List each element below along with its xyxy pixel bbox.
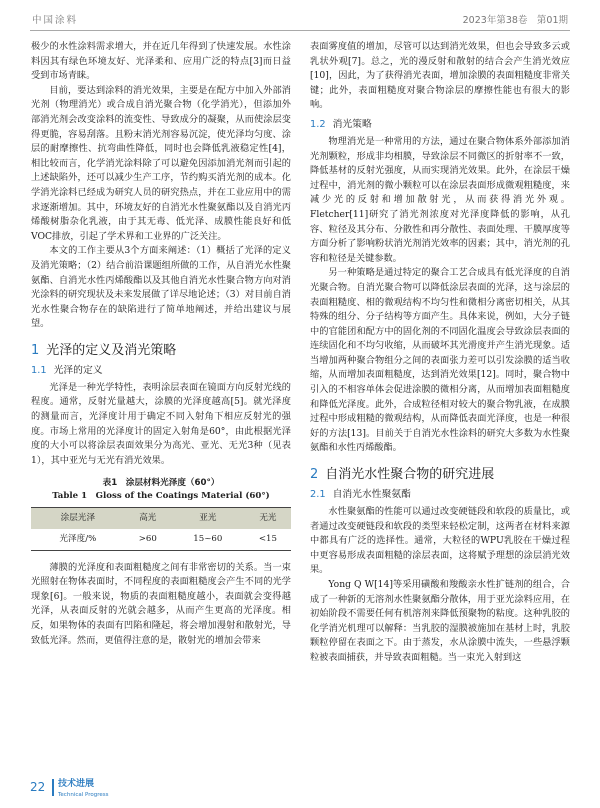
- section-heading-2: [310, 466, 570, 483]
- section-heading-1: [31, 342, 291, 359]
- paragraph: 另一种策略是通过特定的聚合工艺合成具有低光泽度的自消光聚合物。自消光聚合物可以降低涂层表面的光泽，这与涂层的表面粗糙度、相的微观结构不均匀性和微相分离密切相关，从其特殊的组分、分子结构等方面产生。具体来说，例如，大分子链中的官能团和配方中的固化剂的不同固化温度会导致涂层表面的连续固化和不均匀收缩，从而破坏其光滑度并产生消光现象。适当增加两种聚合物组分之间的表面张力差可以引发涂膜的适当收缩，从而增加表面粗糙度，达到消光效果[12]。同时，聚合物中引入的不相容单体会促进涂膜的微相分离，从而增加表面粗糙度和降低光泽度。此外，合成粒径相对较大的聚合物乳液，在成膜过程中形成粗糙的微观结构，从而降低表面光泽度，也是一种很好的方法[13]。目前关于自消光水性涂料的研究大多数为水性聚氨酯和水性丙烯酸酯。: [310, 267, 570, 454]
- section-number: 2: [310, 467, 319, 483]
- table-header-cell: 高光: [125, 508, 171, 529]
- paragraph: 本文的工作主要从3个方面来阐述：（1）概括了光泽的定义及消光策略；（2）结合前沿课题组所做的工作，从自消光水性聚氨酯、自消光水性丙烯酸酯以及其他自消光水性聚合物方向对消光涂料的研究现状及未来发展做了详尽地论述；（3）对目前自消光水性聚合物存在的缺陷进行了简单地阐述，并给出建议与展望。: [31, 245, 291, 330]
- footer-divider: [52, 779, 54, 796]
- paragraph: 水性聚氨酯的性能可以通过改变硬链段和软段的质量比，或者通过改变硬链段和软段的类型来轻松定制，这两者在材料来源中都具有广泛的选择性。通常，大粒径的WPU乳胶在干燥过程中更容易形成表面粗糙的涂层表面，这将赋予理想的涂层消光效果。: [310, 506, 570, 576]
- table-cell: 15~60: [171, 529, 245, 550]
- gloss-table: [31, 507, 291, 550]
- subsection-title: 光泽的定义: [53, 364, 103, 376]
- page-number: 22: [30, 780, 46, 794]
- table-cell: <15: [245, 529, 291, 550]
- subsection-number: 2.1: [310, 489, 326, 501]
- left-column: [31, 40, 291, 648]
- subsection-title: 自消光水性聚氨酯: [332, 489, 411, 501]
- table-header-row: [31, 508, 291, 529]
- table-header-cell: 涂层光泽: [31, 508, 125, 529]
- paragraph: 物理消光是一种常用的方法，通过在聚合物体系外部添加消光剂颗粒，形成非均相膜，导致涂层不同微区的折射率不一致，降低基材的反射光强度，从而实现消光效果。此外，在涂层干燥过程中，消光剂的微小颗粒可以在涂层表面形成微观粗糙度，来减少光的反射和增加散射光，从而获得消光外观。Fletcher[11]研究了消光剂浓度对光泽度降低的影响，从孔容、粒径及其分布、分散性和再分散性、表面处理、干膜厚度等方面分析了影响粉状消光剂消光效率的因素；其中，消光剂的孔容和粒径是关键参数。: [310, 135, 570, 264]
- footer-section-title: 技术进展: [58, 779, 95, 789]
- table-header-cell: 无光: [245, 508, 291, 529]
- section-title: 光泽的定义及消光策略: [46, 342, 177, 358]
- paragraph: 薄膜的光泽度和表面粗糙度之间有非常密切的关系。当一束光照射在物体表面时，不同程度的表面粗糙度会产生不同的光学现象[6]。一般来说，物质的表面粗糙度越小，表面就会变得越光泽，从表面反射的光就会越多，从而产生更高的光泽度。相反，如果物体的表面有凹陷和隆起，将会增加漫射和散射光，导致低光泽。然而，更值得注意的是，散射光的增加会带来: [31, 561, 291, 646]
- issue-info: 2023年第38卷 第01期: [462, 15, 568, 26]
- header-rule: [30, 30, 570, 31]
- right-column: [310, 40, 570, 666]
- subsection-number: 1.2: [310, 118, 326, 130]
- paragraph: 目前，要达到涂料的消光效果，主要是在配方中加入外部消光剂（物理消光）或合成自消光聚合物（化学消光），但添加外部消光剂会改变涂料的流变性、导致成分的凝聚，从而使涂层变得更脆，容易刮落。且粉末消光剂容易沉淀，使光泽均匀度、涂层的耐摩擦性、抗弯曲性降低，同时也会降低乳液稳定性[4]，相比较而言，化学消光涂料除了可以避免因添加消光剂而引起的上述缺陷外，还可以减少生产工序，节约购买消光剂的成本。化学消光涂料已经成为研究人员的研究热点，并在工业应用中的需求逐渐增加。其中，环境友好的自消光水性聚氨酯以及自消光丙烯酸树脂杂化乳液，由于其无毒、低光泽、成膜性能良好和低VOC排放，引起了学术界和工业界的广泛关注。: [31, 84, 291, 242]
- paragraph: 极少的水性涂料需求增大，并在近几年得到了快速发展。水性涂料因其有绿色环境友好、光泽柔和、应用广泛的特点[3]而日益受到市场青睐。: [31, 41, 291, 82]
- paragraph: 光泽是一种光学特性，表明涂层表面在镜面方向反射光线的程度。通常，反射光量越大，涂膜的光泽度越高[5]。就光泽度的测量而言，光泽度计用于确定不同入射角下相应反射光的强度。市场上常用的光泽度计的固定入射角是60°，由此根据光泽度的大小可以将涂层表面效果分为高光、亚光、无光3种（见表1），其中亚光与无光有消光效果。: [31, 381, 291, 466]
- subsection-title: 消光策略: [332, 118, 372, 130]
- section-number: 1: [31, 342, 40, 358]
- subsection-heading-1-1: [31, 364, 291, 378]
- footer-section-subtitle: Technical Progress: [58, 792, 109, 798]
- paragraph: 表面雾度值的增加，尽管可以达到消光效果，但也会导致多云或乳状外观[7]。总之，光的漫反射和散射的结合会产生消光效应[10]，因此，为了获得消光表面，增加涂膜的表面粗糙度非常关键；此外，表面粗糙度对聚合物涂层的摩擦性能也有很大的影响。: [310, 41, 570, 111]
- table-cell: >60: [125, 529, 171, 550]
- table-caption-en: Table 1 Gloss of the Coatings Material (60°): [52, 491, 270, 502]
- subsection-heading-1-2: [310, 118, 570, 132]
- paragraph: Yong Q W[14]等采用磺酸和羧酸亲水性扩链剂的组合，合成了一种新的无溶剂水性聚氨酯分散体，用于亚光涂料应用，在初始阶段不需要任何有机溶剂来降低预聚物的粘度。这种乳胶的化学消光机理可以解释：当乳胶的湿膜被施加在基材上时，乳胶颗粒停留在表面之下。由于蒸发，水从涂膜中流失，一些悬浮颗粒被表面捕获，并导致表面粗糙。当一束光入射到这: [310, 579, 570, 663]
- subsection-heading-2-1: [310, 488, 570, 502]
- journal-name: 中国涂料: [32, 15, 79, 26]
- subsection-number: 1.1: [31, 364, 47, 376]
- section-title: 自消光水性聚合物的研究进展: [325, 467, 495, 483]
- table-row: [31, 529, 291, 550]
- table-cell: 光泽度/%: [31, 529, 125, 550]
- table-header-cell: 亚光: [171, 508, 245, 529]
- table-caption-cn: 表1 涂层材料光泽度（60°）: [102, 478, 220, 489]
